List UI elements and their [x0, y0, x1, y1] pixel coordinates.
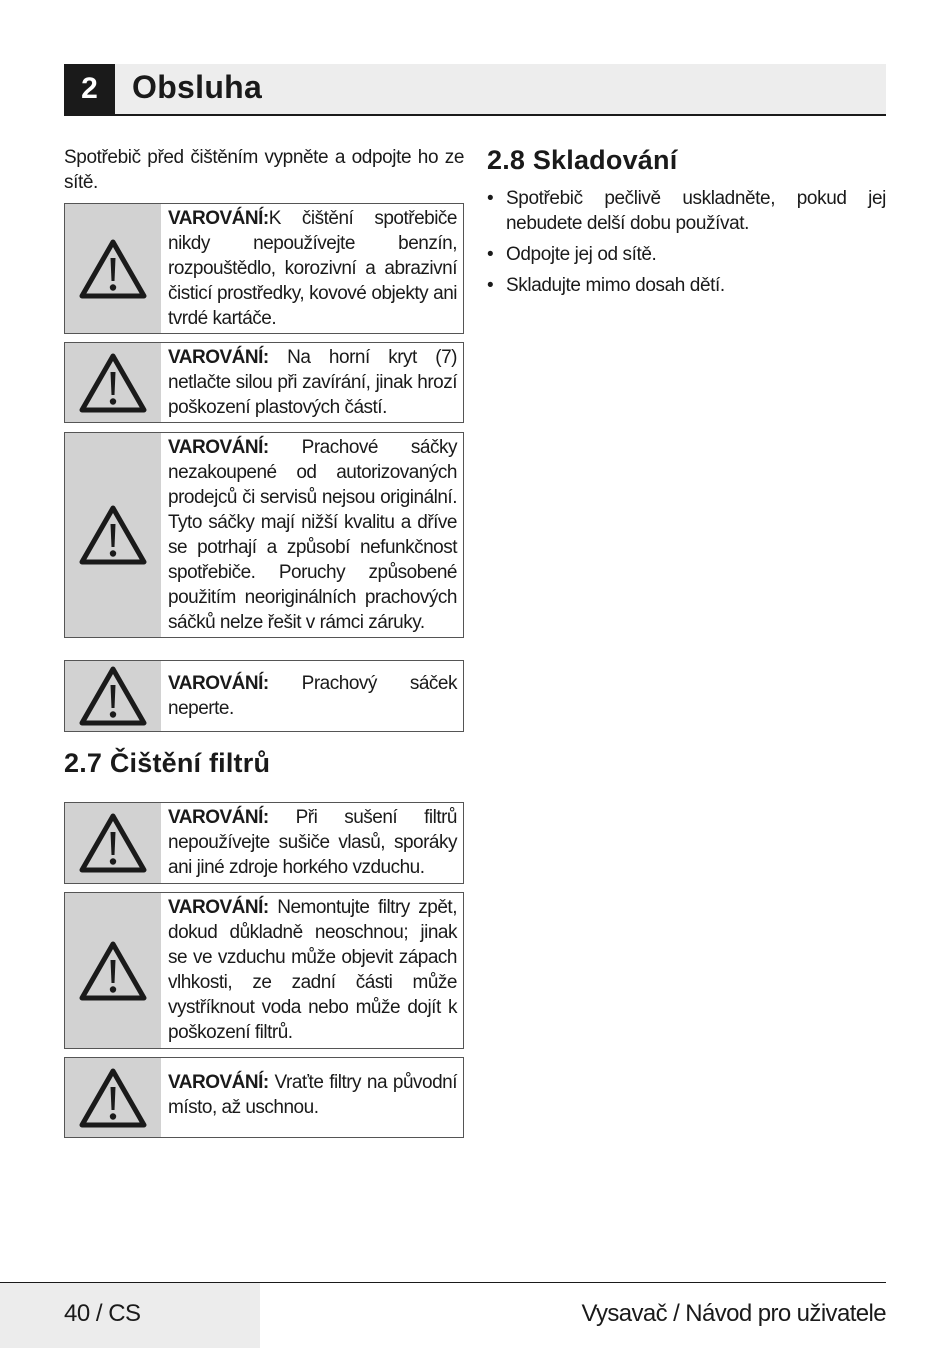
warning-body: Prachové sáčky nezakoupené od autorizovaných prodejců či servisů nejsou originální. Tyto sáčky mají nižší kvalitu a dříve se potrhají a způsobí nefunkčnost spotřebiče. Poruchy způsobené použitím neoriginálních prachových sáčků nelze řešit v rámci záruky. — [168, 437, 457, 633]
warning-box — [64, 892, 464, 1049]
warning-icon-cell — [65, 803, 161, 883]
warning-box — [64, 1057, 464, 1138]
warning-triangle-icon — [78, 1067, 148, 1129]
warning-body: K čištění spotřebiče nikdy nepoužívejte benzín, rozpouštědlo, korozivní a abrazivní čisticí prostředky, kovové objekty ani tvrdé kartáče. — [168, 208, 457, 329]
warning-body: Prachový sáček neperte. — [168, 673, 457, 719]
section-heading-filters: 2.7 Čištění filtrů — [64, 748, 271, 778]
list-item-text: Odpojte jej od sítě. — [506, 244, 657, 265]
warning-triangle-icon — [78, 504, 148, 566]
warning-body: Vraťte filtry na původní místo, až uschnou. — [168, 1072, 457, 1118]
section-heading-storage: 2.8 Skladování — [487, 145, 678, 175]
list-item — [487, 273, 886, 298]
warning-icon-cell — [65, 661, 161, 731]
warning-triangle-icon — [78, 665, 148, 727]
warning-icon-cell — [65, 893, 161, 1048]
footer-divider — [0, 1282, 886, 1283]
document-title: Vysavač / Návod pro uživatele — [581, 1300, 886, 1327]
chapter-title: Obsluha — [132, 69, 263, 105]
warning-triangle-icon — [78, 352, 148, 414]
page-number: 40 / CS — [64, 1300, 141, 1327]
list-item — [487, 186, 886, 236]
warning-box — [64, 203, 464, 334]
warning-text — [161, 343, 463, 422]
warning-triangle-icon — [78, 812, 148, 874]
list-item — [487, 242, 886, 267]
right-column — [487, 145, 886, 304]
warning-label: VAROVÁNÍ: — [168, 897, 269, 918]
warning-label: VAROVÁNÍ: — [168, 673, 269, 694]
left-column — [64, 145, 464, 1118]
warning-text — [161, 1058, 463, 1137]
warning-text — [161, 204, 463, 333]
intro-text: Spotřebič před čištěním vypněte a odpojte ho ze sítě. — [64, 147, 464, 193]
storage-bullet-list — [487, 186, 886, 298]
warning-label: VAROVÁNÍ: — [168, 807, 269, 828]
warning-text — [161, 661, 463, 731]
warning-icon-cell — [65, 204, 161, 333]
warning-box — [64, 342, 464, 423]
chapter-number: 2 — [64, 64, 115, 114]
warning-body: Nemontujte filtry zpět, dokud důkladně neoschnou; jinak se ve vzduchu může objevit zápach vlhkosti, ze zadní části může vystříknout voda nebo může dojít k poškození filtrů. — [168, 897, 457, 1043]
warning-box — [64, 660, 464, 732]
warning-label: VAROVÁNÍ: — [168, 208, 269, 229]
warning-label: VAROVÁNÍ: — [168, 1072, 269, 1093]
warning-text — [161, 893, 463, 1048]
bullet-icon: • — [487, 244, 494, 265]
list-item-text: Spotřebič pečlivě uskladněte, pokud jej nebudete delší dobu používat. — [506, 188, 886, 234]
warning-triangle-icon — [78, 238, 148, 300]
warning-triangle-icon — [78, 940, 148, 1002]
warning-text — [161, 433, 463, 637]
warning-box — [64, 432, 464, 638]
warning-icon-cell — [65, 1058, 161, 1137]
list-item-text: Skladujte mimo dosah dětí. — [506, 275, 725, 296]
warning-icon-cell — [65, 343, 161, 422]
warning-text — [161, 803, 463, 883]
warning-body: Na horní kryt (7) netlačte silou při zavírání, jinak hrozí poškození plastových částí. — [168, 347, 457, 418]
chapter-header — [64, 64, 886, 116]
warning-box — [64, 802, 464, 884]
warning-body: Při sušení filtrů nepoužívejte sušiče vlasů, sporáky ani jiné zdroje horkého vzduchu. — [168, 807, 457, 878]
warning-label: VAROVÁNÍ: — [168, 347, 269, 368]
bullet-icon: • — [487, 275, 494, 296]
warning-icon-cell — [65, 433, 161, 637]
warning-label: VAROVÁNÍ: — [168, 437, 269, 458]
bullet-icon: • — [487, 188, 494, 209]
